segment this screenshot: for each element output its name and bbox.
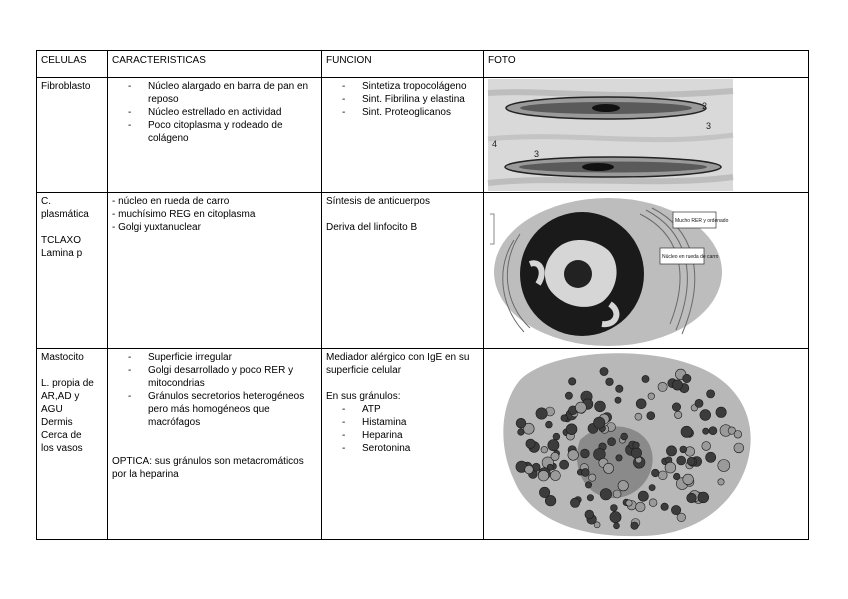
function-cell: [322, 349, 484, 540]
granule: [569, 378, 576, 385]
granule: [626, 500, 632, 506]
header-caracteristicas: CARACTERISTICAS: [108, 51, 322, 78]
cell-name: [37, 349, 108, 540]
header-row: [37, 51, 809, 78]
text-line: - núcleo en rueda de carro: [112, 196, 230, 207]
granule: [677, 456, 686, 465]
granule: [621, 433, 628, 440]
list-item: - Sint. Fibrilina y elastina: [342, 93, 479, 106]
granule: [638, 491, 648, 501]
granule: [594, 417, 605, 428]
granule: [675, 411, 682, 418]
granule: [700, 410, 711, 421]
granule: [718, 479, 724, 485]
cell-name-line: los vasos: [41, 443, 83, 454]
cell-name-line: Cerca de: [41, 430, 82, 441]
granule: [516, 418, 526, 428]
function-cell: [322, 78, 484, 193]
granule: [600, 367, 608, 375]
granule: [611, 505, 618, 512]
granule: [568, 450, 579, 461]
granule: [553, 433, 560, 440]
cell-name: [37, 78, 108, 193]
table-row: [37, 349, 809, 540]
granule: [687, 493, 697, 503]
cell-name-line: L. propia de: [41, 378, 94, 389]
fibroblast-micrograph: [488, 79, 733, 191]
granule: [594, 522, 600, 528]
text-line: Deriva del linfocito B: [326, 222, 418, 233]
granule: [680, 446, 687, 453]
granule: [661, 503, 668, 510]
granule: [589, 474, 596, 481]
granule: [548, 440, 559, 451]
granule: [648, 393, 655, 400]
list-item: - Gránulos secretorios heterogéneos pero más homogéneos que macrófagos: [128, 390, 317, 429]
photo-label: 2: [702, 101, 708, 111]
granule: [633, 442, 640, 449]
granule: [707, 390, 715, 398]
granule: [616, 385, 623, 392]
text-line: - muchísimo REG en citoplasma: [112, 209, 256, 220]
cell-name-line: plasmática: [41, 209, 89, 220]
characteristics-cell: [108, 193, 322, 349]
granule: [672, 403, 680, 411]
mast-cell-micrograph: [490, 350, 760, 538]
list-item: - Superficie irregular: [128, 351, 317, 364]
granule: [604, 463, 614, 473]
function-cell: [322, 193, 484, 349]
cell-name: [37, 193, 108, 349]
granule: [570, 498, 579, 507]
granule: [541, 446, 548, 453]
plasma-cell-micrograph: [490, 194, 729, 347]
granule: [608, 438, 616, 446]
list-item: - Sint. Proteoglicanos: [342, 106, 479, 119]
text-line: Síntesis de anticuerpos: [326, 196, 430, 207]
granule: [666, 446, 676, 456]
granule: [649, 499, 657, 507]
table-row: [37, 193, 809, 349]
granule: [581, 469, 589, 477]
granule: [616, 455, 622, 461]
list-item: - Serotonina: [342, 442, 479, 455]
photo-label: 4: [492, 139, 498, 149]
granule: [585, 482, 591, 488]
granule: [575, 402, 586, 413]
granule: [595, 401, 606, 412]
characteristics-cell: [108, 78, 322, 193]
optics-note: OPTICA: sus gránulos son metacromáticos por la heparina: [112, 456, 304, 480]
granule: [658, 471, 667, 480]
granule: [636, 502, 646, 512]
header-funcion: FUNCION: [322, 51, 484, 78]
photo-cell: [484, 78, 809, 193]
photo-label: Núcleo en rueda de carro: [662, 254, 719, 260]
photo-label: 3: [706, 121, 712, 131]
granule: [703, 428, 709, 434]
granule: [560, 460, 569, 469]
list-item: - Histamina: [342, 416, 479, 429]
cell-name-line: AGU: [41, 404, 63, 415]
granule: [635, 413, 642, 420]
granule: [538, 470, 549, 481]
granule: [642, 375, 649, 382]
granule: [683, 474, 694, 485]
photo-label: Mucho RER y ordenado: [675, 218, 729, 224]
granule: [525, 465, 534, 474]
granule: [613, 490, 621, 498]
granule: [618, 481, 628, 491]
granule: [546, 421, 553, 428]
granule: [698, 492, 709, 503]
cell-name-line: Dermis: [41, 417, 73, 428]
cell-name-line: TCLAXO: [41, 235, 82, 246]
list-item: - Golgi desarrollado y poco RER y mitocondrias: [128, 364, 317, 390]
granule: [665, 462, 676, 473]
granule: [672, 380, 682, 390]
list-item: - Núcleo estrellado en actividad: [128, 106, 317, 119]
list-item: - Núcleo alargado en barra de pan en reposo: [128, 80, 317, 106]
granule: [683, 374, 691, 382]
list-item: - Poco citoplasma y rodeado de colágeno: [128, 119, 317, 145]
granule: [658, 382, 667, 391]
granule: [671, 505, 680, 514]
function-sub: En sus gránulos:: [326, 391, 401, 402]
granule: [610, 512, 621, 523]
list-item: - Heparina: [342, 429, 479, 442]
granule: [718, 460, 730, 472]
granule: [526, 439, 535, 448]
cell-name-line: Mastocito: [41, 352, 84, 363]
granule: [681, 426, 692, 437]
granule: [518, 429, 525, 436]
text-line: - Golgi yuxtanuclear: [112, 222, 201, 233]
granule: [706, 452, 716, 462]
cell-name-line: C.: [41, 196, 51, 207]
granule: [636, 399, 646, 409]
header-celulas: CELULAS: [37, 51, 108, 78]
cell-name-line: AR,AD y: [41, 391, 80, 402]
granule: [695, 399, 703, 407]
granule: [709, 427, 717, 435]
granule: [566, 424, 577, 435]
granule: [687, 457, 695, 465]
cell-name-line: Fibroblasto: [41, 81, 91, 92]
granule: [649, 485, 655, 491]
granule: [652, 469, 660, 477]
granule: [702, 442, 711, 451]
granule: [631, 448, 641, 458]
granule: [615, 397, 621, 403]
granule: [536, 408, 547, 419]
granule: [539, 487, 549, 497]
granule: [614, 523, 620, 529]
granule: [585, 510, 594, 519]
granule: [606, 378, 614, 386]
list-item: - ATP: [342, 403, 479, 416]
photo-cell: [484, 193, 809, 349]
granule: [547, 464, 553, 470]
granule: [734, 443, 744, 453]
granule: [561, 415, 568, 422]
cell-name-line: Lamina p: [41, 248, 83, 259]
cell-table: [36, 50, 809, 540]
granule: [647, 412, 655, 420]
characteristics-cell: [108, 349, 322, 540]
granule: [673, 473, 680, 480]
granule: [716, 407, 726, 417]
granule: [581, 449, 590, 458]
function-intro: Mediador alérgico con IgE en su superficie celular: [326, 352, 470, 376]
granule: [734, 431, 742, 439]
granule: [550, 471, 560, 481]
table-row: [37, 78, 809, 193]
photo-cell: [484, 349, 809, 540]
granule: [565, 392, 572, 399]
photo-label: 3: [534, 149, 540, 159]
granule: [600, 489, 611, 500]
granule: [551, 452, 559, 460]
list-item: - Sintetiza tropocolágeno: [342, 80, 479, 93]
granule: [631, 522, 638, 529]
header-foto: FOTO: [484, 51, 809, 78]
granule: [587, 495, 593, 501]
